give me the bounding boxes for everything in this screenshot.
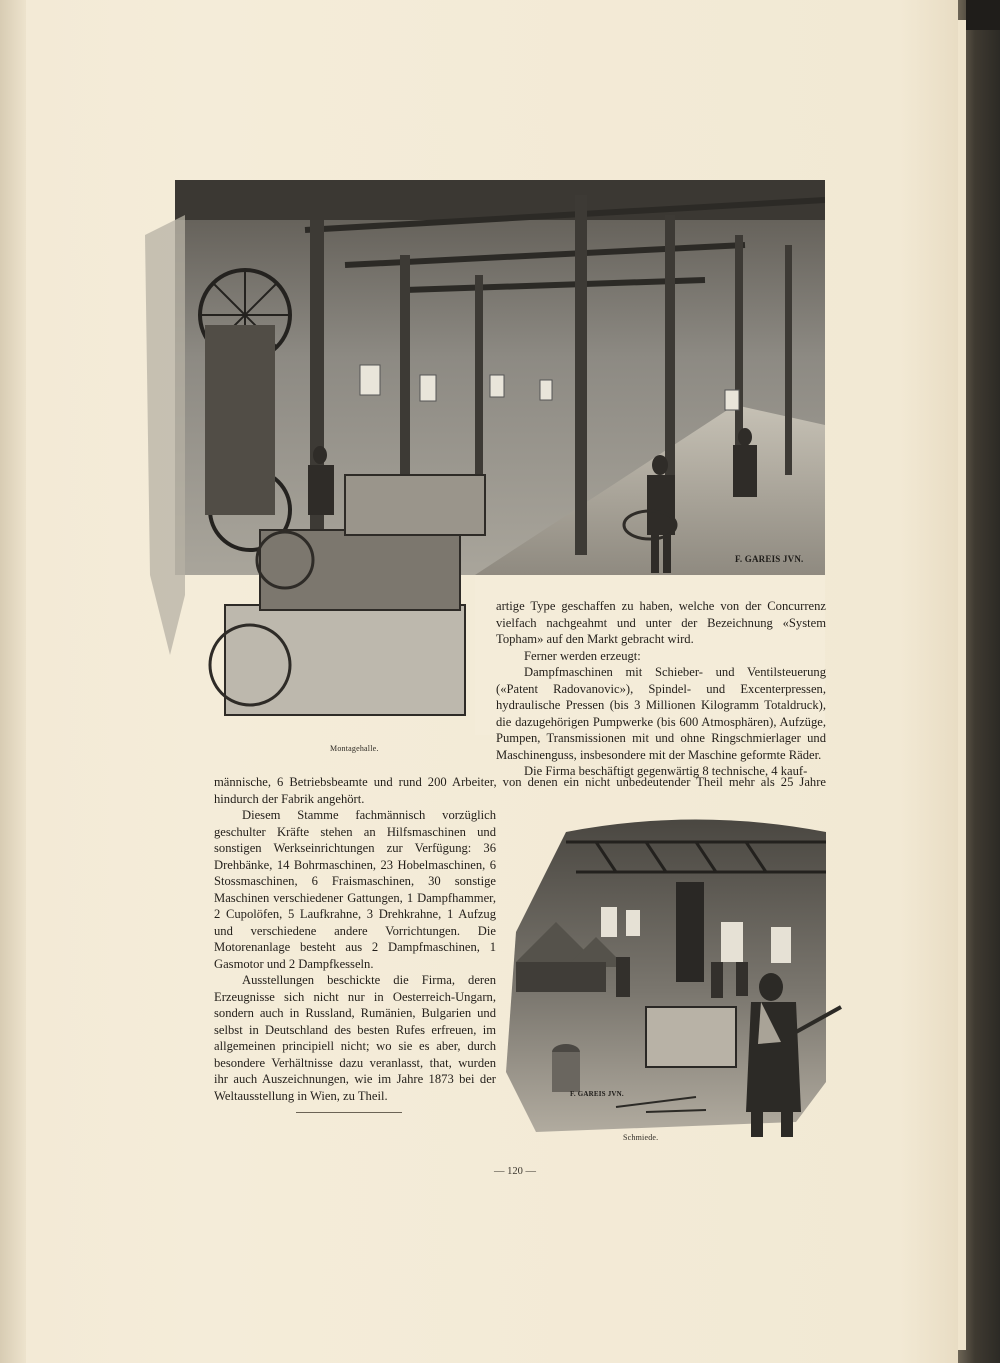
text-column-left	[214, 807, 496, 1104]
illustration-signature: F. GAREIS JVN.	[570, 1090, 624, 1098]
page-number: — 120 —	[494, 1166, 536, 1177]
section-rule	[296, 1112, 402, 1113]
paragraph: Die Firma beschäftigt gegenwärtig 8 technische, 4 kauf-	[524, 764, 808, 778]
illustration-signature: F. GAREIS JVN.	[735, 554, 804, 564]
paragraph: artige Type geschaffen zu haben, welche von der Concurrenz vielfach nachgeahmt und unter der Bezeichnung «System Topham» auf den Markt gebracht wird.	[496, 599, 826, 646]
book-spine-corner	[966, 0, 1000, 30]
smithy-drawing	[496, 812, 846, 1137]
page-gutter	[0, 0, 26, 1363]
text-column-right	[496, 598, 826, 780]
paragraph: Ferner werden erzeugt:	[524, 648, 641, 663]
text-full-width: männische, 6 Betriebsbeamte und rund 200 Arbeiter, von denen ein nicht unbedeutender Theil mehr als 25 Jahre hindurch der Fabrik angehört.	[214, 775, 826, 806]
paragraph: Dampfmaschinen mit Schieber- und Ventilsteuerung («Patent Radovanovic»), Spindel- und Excenterpressen, hydraulische Pressen (bis 3 Millionen Kilogramm Totaldruck), die dazugehörigen Pumpwerke (bis 600 Atmosphären), Aufzüge, Pumpen, Transmissionen mit und ohne Ringschmierlager und Maschinenguss, insbesondere mit der Maschine geformte Räder.	[496, 665, 826, 762]
paragraph: Ausstellungen beschickte die Firma, deren Erzeugnisse sich nicht nur in Oesterreich-Ungarn, sondern auch in Russland, Rumänien, Bulgarien und selbst in Deutschland des besten Rufes erfreuen, im allgemeinen principiell nicht; wo sie es aber, durch besondere Verhältnisse dazu veranlasst, that, wurden ihr auch Auszeichnungen, wie im Jahre 1873 bei der Weltausstellung in Wien, zu Theil.	[214, 973, 496, 1103]
smithy-engraving	[496, 812, 846, 1137]
illustration-caption: Montagehalle.	[330, 744, 379, 753]
paragraph: Diesem Stamme fachmännisch vorzüglich geschulter Kräfte stehen an Hilfsmaschinen und sonstigen Werkseinrichtungen zur Verfügung: 36 Drehbänke, 14 Bohrmaschinen, 23 Hobelmaschinen, 6 Stossmaschinen, 6 Fraismaschinen, 30 sonstige Maschinen verschiedener Gattungen, 1 Dampfhammer, 2 Cupolöfen, 5 Laufkrahne, 3 Drehkrahne, 1 Aufzug und verschiedene andere Vorrichtungen. Die Motorenanlage besteht aus 2 Dampfmaschinen, 1 Gasmotor und 2 Dampfkesseln.	[214, 808, 496, 971]
illustration-caption: Schmiede.	[623, 1133, 659, 1142]
next-page-edge	[958, 20, 966, 1350]
